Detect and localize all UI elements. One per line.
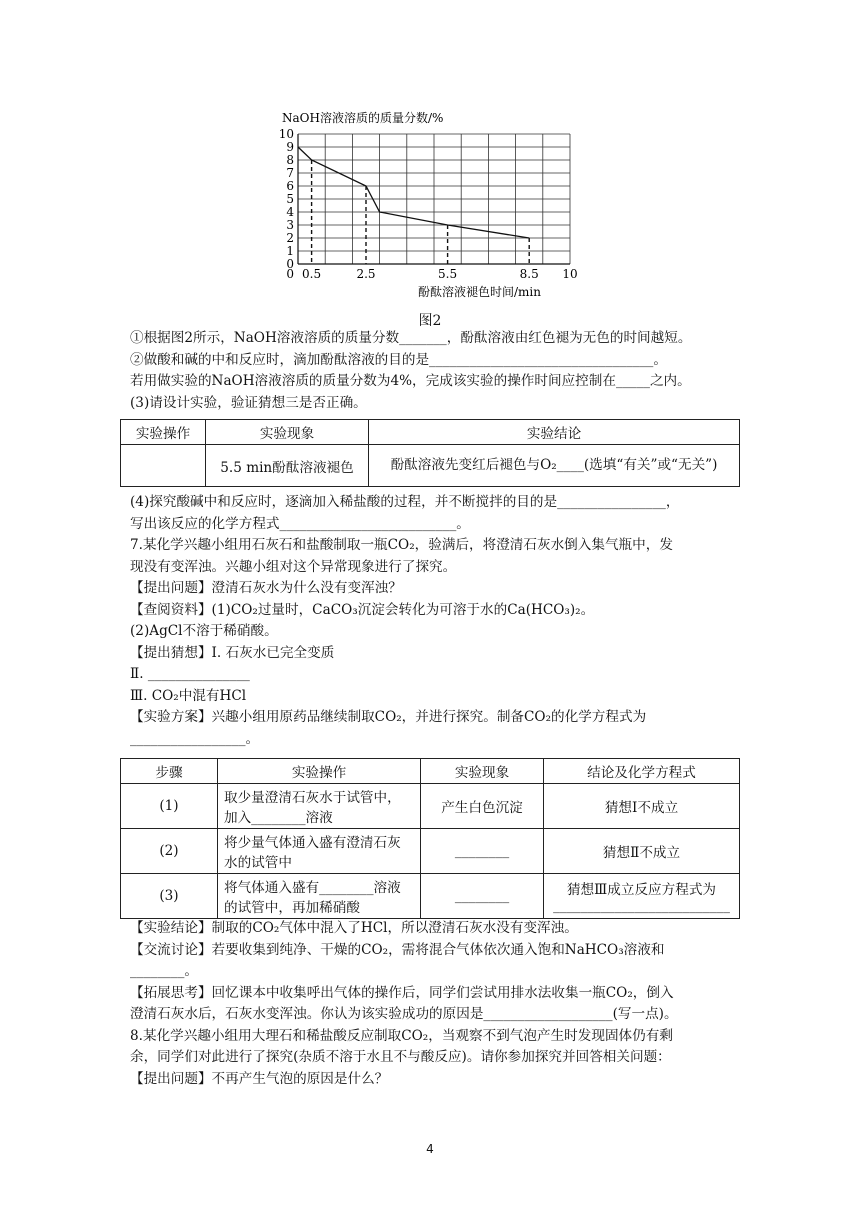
experiment-table-2 [120,758,740,919]
table-cell: ________ [421,829,544,874]
text-line: (3)请设计实验，验证猜想三是否正确。 [130,394,367,411]
table-cell: 酚酞溶液先变红后褪色与O₂____(选填“有关”或“无关”) [369,445,740,487]
y-tick-label: 8 [286,153,294,167]
chart-svg [270,110,610,305]
text-line: 【提出问题】不再产生气泡的原因是什么？ [130,1070,389,1087]
y-tick-label: 3 [286,218,294,232]
table-header-cell: 实验结论 [369,420,740,445]
table-cell: 将少量气体通入盛有澄清石灰水的试管中 [218,829,421,874]
text-line: 【查阅资料】(1)CO₂过量时，CaCO₃沉淀会转化为可溶于水的Ca(HCO₃)₂。 [130,601,595,618]
table-cell: 猜想Ⅲ成立反应方程式为__________________________ [544,874,740,919]
y-tick-label: 0 [286,257,294,271]
y-axis-label: NaOH溶液溶质的质量分数/% [282,111,444,125]
table-row [121,445,740,487]
text-line: ①根据图2所示，NaOH溶液溶质的质量分数_______，酚酞溶液由红色褪为无色的时间越短。 [130,330,692,346]
table-cell: (2) [121,829,218,874]
text-line: ②做酸和碱的中和反应时，滴加酚酞溶液的目的是_________________________________。 [130,351,667,368]
x-tick-label: 2.5 [356,267,376,281]
table-header-row [121,420,740,445]
text-line: 【实验结论】制取的CO₂气体中混入了HCl，所以澄清石灰水没有变浑浊。 [130,920,578,936]
text-line: 【提出猜想】Ⅰ. 石灰水已完全变质 [130,644,335,661]
y-tick-label: 2 [286,231,294,245]
question-7-text [130,492,740,750]
x-tick-label: 0.5 [302,267,322,281]
text-line: 8.某化学兴趣小组用大理石和稀盐酸反应制取CO₂，当观察不到气泡产生时发现固体仍有剩 [130,1027,673,1044]
text-line: 余，同学们对此进行了探究(杂质不溶于水且不与酸反应)。请你参加探究并回答相关问题： [130,1049,671,1065]
table-row [121,829,740,874]
y-tick-label: 6 [286,179,294,193]
y-tick-label: 7 [286,166,294,180]
text-line: Ⅲ. CO₂中混有HCl [130,687,247,704]
figure-caption: 图2 [418,313,442,329]
table-cell: (3) [121,874,218,919]
y-tick-label: 1 [286,244,294,258]
text-line: 7.某化学兴趣小组用石灰石和盐酸制取一瓶CO₂，验满后，将澄清石灰水倒入集气瓶中，发 [130,537,673,553]
x-tick-label: 0 [286,267,294,281]
experiment-table-1 [120,419,740,487]
text-line: 【实验方案】兴趣小组用原药品继续制取CO₂，并进行探究。制备CO₂的化学方程式为 [130,709,647,725]
text-line: 现没有变浑浊。兴趣小组对这个异常现象进行了探究。 [130,558,457,575]
table-header-cell: 实验现象 [421,759,544,784]
table-cell: 将气体通入盛有________溶液的试管中，再加稀硝酸 [218,874,421,919]
text-line: (2)AgCl不溶于稀硝酸。 [130,623,278,639]
x-tick-label: 8.5 [519,267,539,281]
text-line: 写出该反应的化学方程式__________________________。 [130,515,470,532]
table-cell: 猜想Ⅱ不成立 [544,829,740,874]
table-header-cell: 结论及化学方程式 [544,759,740,784]
series-line [298,147,529,238]
question-7-8-text [130,918,740,1090]
text-line: 澄清石灰水后，石灰水变浑浊。你认为该实验成功的原因是___________________(写一点)。 [130,1006,678,1022]
question-6-text [130,328,740,414]
text-line: 【交流讨论】若要收集到纯净、干燥的CO₂，需将混合气体依次通入饱和NaHCO₃溶液和 [130,941,665,958]
text-line: Ⅱ. _______________ [130,666,250,682]
y-tick-label: 4 [286,205,294,219]
x-axis-label: 酚酞溶液褪色时间/min [418,285,541,299]
x-tick-label: 5.5 [438,267,458,281]
y-tick-label: 10 [278,127,294,141]
table-cell: 产生白色沉淀 [421,784,544,829]
table-header-cell: 步骤 [121,759,218,784]
table-cell: ________ [421,874,544,919]
table-header-cell: 实验操作 [121,420,206,445]
table-row [121,784,740,829]
table-row [121,874,740,919]
text-line: 【拓展思考】回忆课本中收集呼出气体的操作后，同学们尝试用排水法收集一瓶CO₂，倒入 [130,984,674,1001]
y-tick-label: 9 [286,140,294,154]
table-header-row [121,759,740,784]
x-tick-label: 10 [562,267,578,281]
table-cell [121,445,206,487]
table-header-cell: 实验操作 [218,759,421,784]
text-line: (4)探究酸碱中和反应时，逐滴加入稀盐酸的过程，并不断搅拌的目的是________________， [130,494,680,510]
table-cell: 5.5 min酚酞溶液褪色 [206,445,369,487]
naoh-fading-chart [270,110,610,305]
table-cell: 取少量澄清石灰水于试管中，加入________溶液 [218,784,421,829]
text-line: _________________。 [130,730,260,747]
text-line: 【提出问题】澄清石灰水为什么没有变浑浊？ [130,580,402,596]
text-line: 若用做实验的NaOH溶液溶质的质量分数为4%，完成该实验的操作时间应控制在_____之内。 [130,373,691,389]
y-tick-label: 5 [286,192,294,206]
table-header-cell: 实验现象 [206,420,369,445]
text-line: ________。 [130,963,198,979]
table-cell: 猜想Ⅰ不成立 [544,784,740,829]
page-number: 4 [426,1142,434,1156]
table-cell: (1) [121,784,218,829]
